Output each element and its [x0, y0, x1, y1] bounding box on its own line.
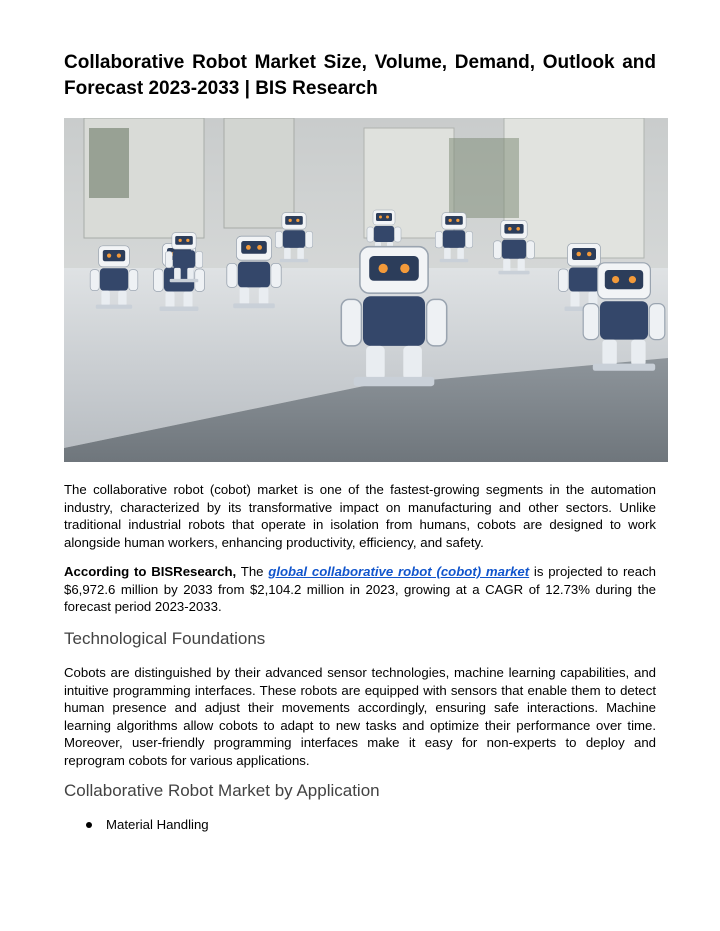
market-forecast-paragraph: [64, 563, 656, 616]
hero-robots-image: [64, 118, 668, 462]
bullet-icon: [86, 822, 92, 828]
text-after-link: is projected to reach $6,972.6 million by 2033 from $2,104.2 million in 2023, growing at a CAGR of 12.73% during the forecast period 2023-2033.: [64, 564, 656, 614]
technological-foundations-paragraph: Cobots are distinguished by their advanced sensor technologies, machine learning capabilities, and intuitive programming interfaces. These robots are equipped with sensors that enable them to detect human presence and adjust their movements accordingly, ensuring safe interactions. Machine learning algorithms allow cobots to adapt to new tasks and optimize their performance over time. Moreover, user-friendly programming interfaces make it easy for non-experts to deploy and reprogram cobots for various applications.: [64, 665, 656, 768]
section-heading-technological-foundations: Technological Foundations: [64, 629, 266, 648]
market-report-link[interactable]: global collaborative robot (cobot) market: [268, 564, 530, 579]
text-before-link: The: [236, 564, 269, 579]
list-item: [64, 816, 209, 834]
section-heading-market-by-application: Collaborative Robot Market by Application: [64, 781, 380, 800]
document-title: Collaborative Robot Market Size, Volume, Demand, Outlook and Forecast 2023-2033 | BIS Research: [64, 52, 656, 99]
list-item-label: Material Handling: [106, 817, 209, 832]
application-list: [64, 816, 209, 834]
source-lead: According to BISResearch,: [64, 564, 237, 579]
intro-paragraph: The collaborative robot (cobot) market is one of the fastest-growing segments in the automation industry, characterized by its transformative impact on manufacturing and other sectors. Unlike traditional industrial robots that operate in isolation from humans, cobots are designed to work alongside human workers, enhancing productivity, efficiency, and safety.: [64, 482, 656, 550]
